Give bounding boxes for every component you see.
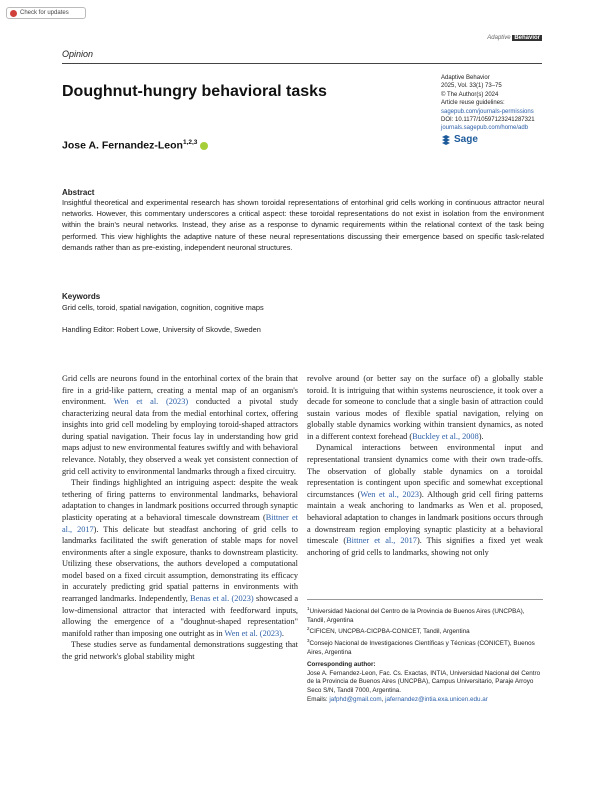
body-text: revolve around (or better say on the surface of) a globally stable toroid. It is intriguing that within systems neuroscience, it took over a decade for someone to conclude that a single basin of attraction could sustain various modes of flexible spatial navigation, relying on globally stable dynamics working within transient dynamics, as noted in a different context forehead ( xyxy=(307,374,543,441)
body-paragraph xyxy=(62,477,298,639)
email-separator: , xyxy=(381,695,386,703)
body-text: Their findings highlighted an intriguing aspect: despite the weak tethering of firing patterns to environmental landmarks, behavioral adaptation to changes in landmark positions occurred through synaptic plasticity operating at a behavioral timescale downstream ( xyxy=(62,478,298,522)
citation-link[interactable]: Benas et al. (2023) xyxy=(190,593,254,603)
body-text: These studies serve as fundamental demonstrations suggesting that the grid network's global stability might xyxy=(62,640,298,661)
check-for-updates-label: Check for updates xyxy=(20,10,69,16)
body-column-right xyxy=(307,373,543,558)
citation-link[interactable]: Bittner et al., 2017 xyxy=(62,512,298,534)
body-paragraph xyxy=(62,373,298,477)
affiliation-2 xyxy=(307,625,543,637)
emails-label: Emails: xyxy=(307,695,330,703)
copyright: © The Author(s) 2024 xyxy=(441,91,499,98)
check-for-updates-badge[interactable] xyxy=(6,7,86,19)
affiliation-mark: 3 xyxy=(307,637,310,643)
affiliation-mark: 2 xyxy=(307,626,310,632)
body-text: ). Although grid cell firing patterns maintain a weak anchoring to landmarks as Wen et al. proposed, behavioral adaptation to changes in landmark positions occurs through a downstream region employing synaptic plasticity at a behavioral timescale ( xyxy=(307,489,543,546)
journal-logo-prefix: Adaptive xyxy=(487,35,513,41)
abstract-text: Insightful theoretical and experimental research has shown toroidal representations of entorhinal grid cells working in continuous attractor neural networks. However, this commentary underscores a critical aspect: these toroidal representations do not exist in isolation from the environment within the brain's neural networks. Instead, they arise as a response to dynamic requirements within the relational context of the task being performed. This view highlights the adaptive nature of these neural representations discussing their emergence based on specific task-related demands rather than as pre-existing, independent neuronal structures. xyxy=(62,198,544,252)
affiliation-1 xyxy=(307,605,543,625)
body-column-left xyxy=(62,373,298,662)
keywords-heading: Keywords xyxy=(62,292,101,301)
body-text: showcased a low-dimensional attractor that interacted with feedforward inputs, allowing the emergence of a "doughnut-shaped representation" manifold rather than imposing one outright as in xyxy=(62,593,298,638)
crossmark-icon xyxy=(10,10,17,17)
affiliation-mark: 1 xyxy=(307,606,310,611)
corresponding-author-heading: Corresponding author: xyxy=(307,661,376,669)
citation-link[interactable]: Buckley et al., 2008 xyxy=(412,431,479,441)
handling-editor: Handling Editor: Robert Lowe, University of Skovde, Sweden xyxy=(62,325,261,334)
keywords-text: Grid cells, toroid, spatial navigation, cognition, cognitive maps xyxy=(62,303,264,312)
publisher-name: Sage xyxy=(454,134,478,145)
affiliation-3 xyxy=(307,637,543,657)
sage-logo-icon xyxy=(441,135,451,145)
body-paragraph xyxy=(62,639,298,662)
journal-link[interactable]: journals.sagepub.com/home/adb xyxy=(441,125,529,132)
body-text: . xyxy=(281,628,284,638)
citation-link[interactable]: Wen et al., 2023 xyxy=(360,489,420,499)
email-link[interactable]: jafphd@gmail.com xyxy=(329,695,382,703)
article-title: Doughnut-hungry behavioral tasks xyxy=(62,83,327,100)
affiliation-text: Universidad Nacional del Centro de la Provincia de Buenos Aires (UNCPBA), Tandil, Argentina xyxy=(307,608,525,624)
journal-logo-suffix: Behavior xyxy=(514,35,540,41)
section-label: Opinion xyxy=(62,49,94,59)
author-line xyxy=(62,139,208,152)
body-text: ). This delicate but steadfast anchoring of grid cells to landmarks facilitated the swift generation of stable maps for novel environments after a single exposure, thanks to downstream plasticity. Utilizing these observations, the authors developed a computational model based on a fixed circuit assumption, demonstrating its efficacy in accurately predicting grid spatial patterns in environments with rearranged landmarks. Independently, xyxy=(62,524,299,603)
body-text: Grid cells are neurons found in the entorhinal cortex of the brain that fire in a grid-like pattern, creating a mental map of an organism's environment. xyxy=(62,374,298,407)
footnotes xyxy=(307,605,543,704)
body-paragraph xyxy=(307,373,543,442)
volume-info: 2025, Vol. 33(1) 73–75 xyxy=(441,83,502,90)
corresponding-author-text: Jose A. Fernandez-Leon, Fac. Cs. Exactas, INTIA, Universidad Nacional del Centro de la Provincia de Buenos Aires (UNCPBA), Campus Universitario, Paraje Arroyo Seco S/N, Tandil 7000, Argentina. xyxy=(307,669,541,695)
citation-link[interactable]: Wen et al. (2023) xyxy=(113,397,189,407)
author-name: Jose A. Fernandez-Leon xyxy=(62,139,183,152)
author-affiliation-marks: 1,2,3 xyxy=(182,139,198,146)
body-paragraph xyxy=(307,442,543,558)
doi[interactable]: DOI: 10.1177/10597123241287321 xyxy=(441,117,535,124)
body-text: conducted a pivotal study characterizing neural data from the medial entorhinal cortex, offering insights into grid cell modeling by employing toroid-shaped attractors during spatial navigation. Their focus lay in understanding how grid maps adjust to new environmental features swiftly and with behavioral relevance. Notably, they observed a weak yet consistent connection of grid cell activity to environmental landmarks through a fixed circuitry. xyxy=(62,397,299,476)
journal-logo xyxy=(487,35,542,41)
body-text: Dynamical interactions between environmental input and representational transient dynamics come with their own trade-offs. The observation of globally stable dynamics on a toroidal representation is contingent upon specific and somewhat exceptional circumstances ( xyxy=(307,443,543,499)
article-metadata xyxy=(441,74,535,133)
abstract-heading: Abstract xyxy=(62,188,95,197)
emails-line xyxy=(307,696,543,705)
affiliation-text: CIFICEN, UNCPBA-CICPBA-CONICET, Tandil, Argentina xyxy=(309,628,470,636)
publisher-logo xyxy=(441,134,478,145)
email-link[interactable]: jafernandez@intia.exa.unicen.edu.ar xyxy=(385,695,488,703)
body-text: ). This signifies a fixed yet weak anchoring of grid cells to landmarks, showing not only xyxy=(307,536,544,557)
citation-link[interactable]: Bittner et al., 2017 xyxy=(346,536,417,546)
body-text: ). xyxy=(478,431,484,441)
affiliation-text: Consejo Nacional de Investigaciones Científicas y Técnicas (CONICET), Buenos Aires, Argentina xyxy=(307,640,535,656)
journal-name: Adaptive Behavior xyxy=(441,75,490,81)
citation-link[interactable]: Wen et al. (2023) xyxy=(224,628,282,638)
header-rule xyxy=(62,63,542,64)
footnote-rule xyxy=(307,599,543,600)
permissions-link[interactable]: sagepub.com/journals-permissions xyxy=(441,108,534,115)
orcid-icon[interactable] xyxy=(200,142,208,150)
reuse-guidelines: Article reuse guidelines: xyxy=(441,100,505,107)
